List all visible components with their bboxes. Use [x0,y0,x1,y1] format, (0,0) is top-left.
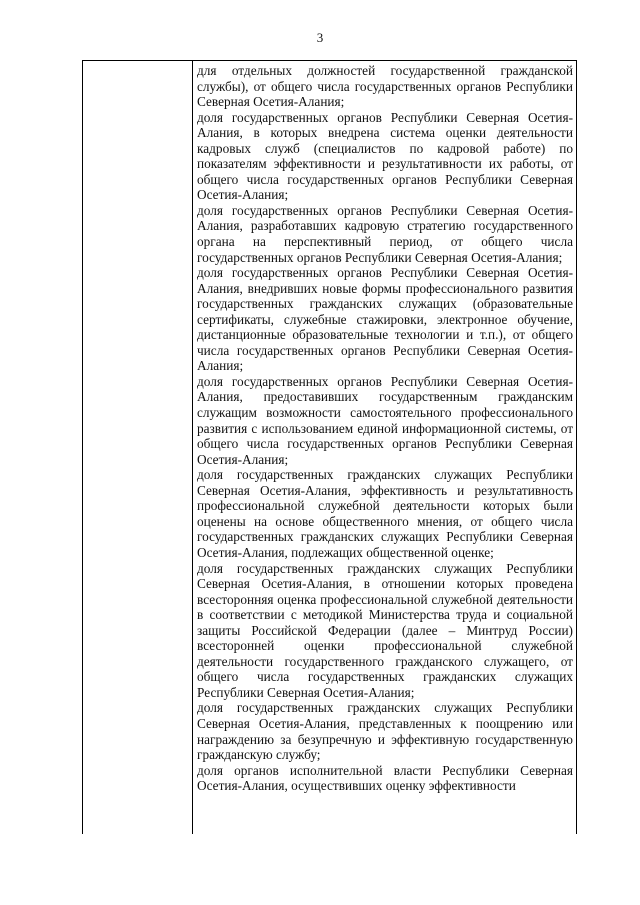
paragraph-8: доля государственных гражданских служащих Республики Северная Осетия-Алания, представленных к поощрению или награждению за безупречную и эффективную государственную гражданскую службу; [197,700,573,763]
table-text-cell [197,63,573,794]
paragraph-3: доля государственных органов Республики Северная Осетия-Алания, разработавших кадровую стратегию государственного органа на перспективный период, от общего числа государственных органов Республики Северная Осетия-Алания; [197,202,573,265]
paragraph-5: доля государственных органов Республики Северная Осетия-Алания, предоставивших государственным гражданским служащим возможности самостоятельного профессионального развития с использованием единой информационной системы, от общего числа государственных органов Республики Северная Осетия-Алания; [197,373,573,467]
paragraph-1: для отдельных должностей государственной гражданской службы), от общего числа государственных органов Республики Северная Осетия-Алания; [197,63,573,110]
column-divider [192,61,193,834]
paragraph-6: доля государственных гражданских служащих Республики Северная Осетия-Алания, эффективность и результативность профессиональной служебной деятельности которых были оценены на основе общественного мнения, от общего числа государственных гражданских служащих Республики Северная Осетия-Алания, подлежащих общественной оценке; [197,467,573,560]
document-table [82,60,577,834]
paragraph-9: доля органов исполнительной власти Республики Северная Осетия-Алания, осуществивших оценку эффективности [197,762,573,794]
paragraph-2: доля государственных органов Республики Северная Осетия-Алания, в которых внедрена система оценки деятельности кадровых служб (специалистов по кадровой работе) по показателям эффективности и результативности их работы, от общего числа государственных органов Республики Северная Осетия-Алания; [197,109,573,203]
paragraph-7: доля государственных гражданских служащих Республики Северная Осетия-Алания, в отношении которых проведена всесторонняя оценка профессиональной служебной деятельности в соответствии с методикой Министерства труда и социальной защиты Российской Федерации (далее – Минтруд России) всесторонней оценки профессиональной служебной деятельности государственного гражданского служащего, от общего числа государственных гражданских служащих Республики Северная Осетия-Алания; [197,560,573,700]
paragraph-4: доля государственных органов Республики Северная Осетия-Алания, внедривших новые формы профессионального развития государственных гражданских служащих (образовательные сертификаты, служебные стажировки, электронное обучение, дистанционные образовательные технологии и т.п.), от общего числа государственных органов Республики Северная Осетия-Алания; [197,265,573,374]
page-number: 3 [316,30,324,45]
